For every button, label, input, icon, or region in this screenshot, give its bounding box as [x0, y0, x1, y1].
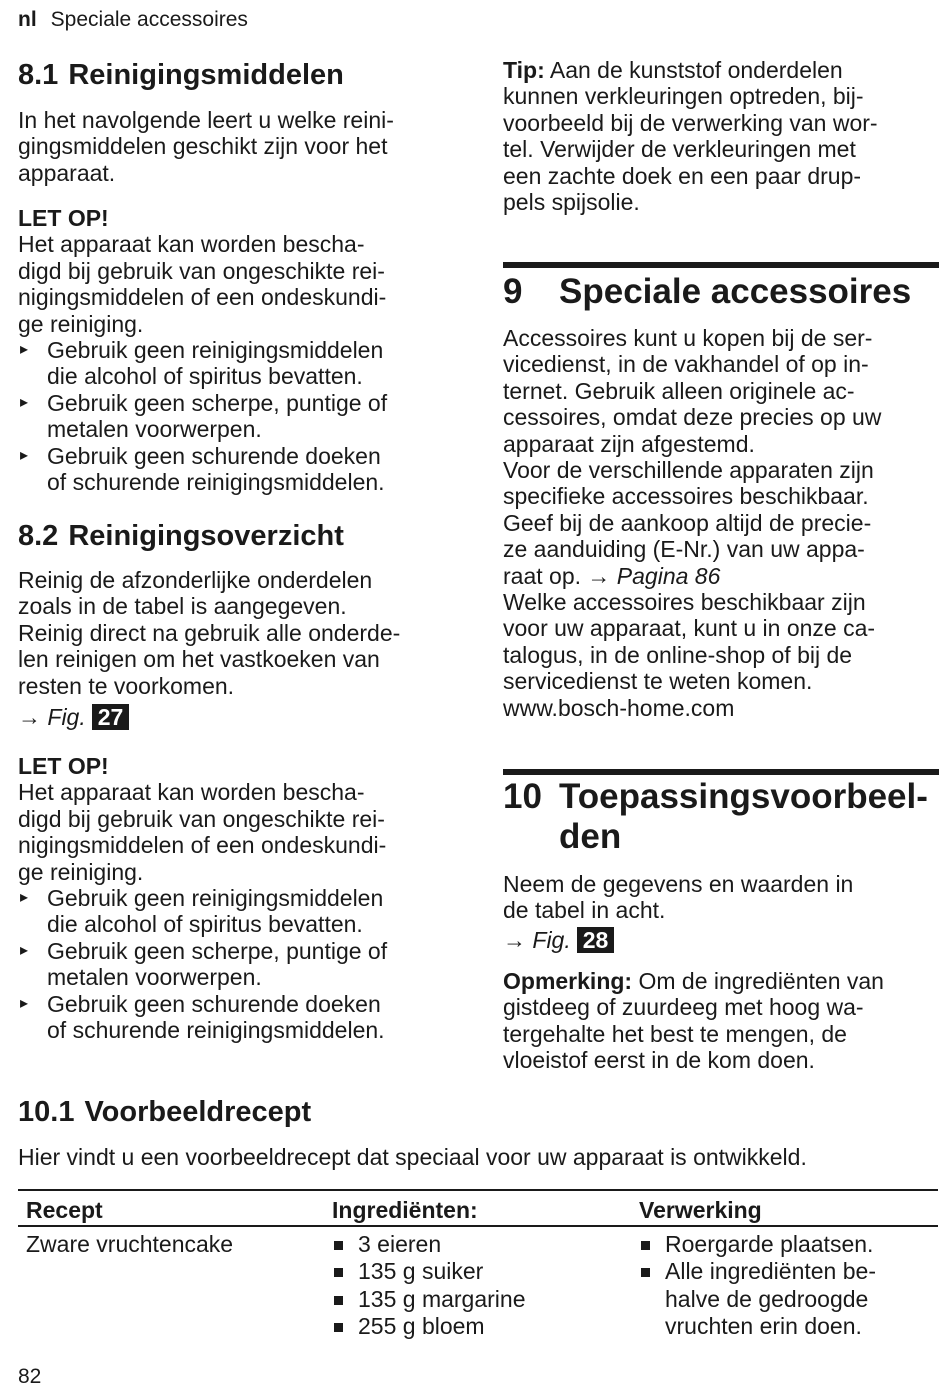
table-header-row [18, 1190, 938, 1226]
list-item: ▸ Gebruik geen scherpe, puntige of metalen voorwerpen. [18, 390, 463, 443]
section-title: Reinigingsmiddelen [68, 59, 344, 91]
warning-title: LET OP! [18, 753, 109, 779]
list-item: ▸ Gebruik geen reinigingsmiddelen die alcohol of spiritus bevatten. [18, 337, 463, 390]
table-row [18, 1226, 938, 1341]
tip-label: Tip: [503, 57, 545, 83]
section-8-2-intro: Reinig de afzonderlijke onderdelen zoals in de tabel is aangegeven. Reinig direct na gebruik alle onderde- len reinigen om het vastkoeken van resten te voorkomen. [18, 567, 401, 699]
warning-block-2 [18, 753, 463, 1043]
page-number: 82 [18, 1365, 42, 1388]
page-reference-link[interactable]: Pagina 86 [616, 562, 721, 589]
chapter-9-body: Accessoires kunt u kopen bij de ser- vicedienst, in de vakhandel of op in- ternet. Gebruik alleen originele ac- cessoires, omdat deze precies op uw apparaat zijn afgestemd. Voor de verschillende apparaten zijn specifieke accessoires beschikbaar. Geef bij de aankoop altijd de precie- ze aanduiding (E-Nr.) van uw appa- raat op. → Pagina 86 Welke accessoires beschikbaar zijn voor uw apparaat, kunt u in onze ca- talogus, in de online-shop of bij de servicedienst te weten komen. www.bosch-home.com [503, 325, 882, 721]
website-link[interactable]: www.bosch-home.com [503, 694, 735, 721]
section-10-1-intro: Hier vindt u een voorbeeldrecept dat speciaal voor uw apparaat is ontwikkeld. [18, 1144, 807, 1170]
figure-number-badge: 27 [92, 704, 130, 730]
note-label: Opmerking: [503, 968, 633, 994]
section-number: 8.1 [18, 59, 59, 91]
list-item: 3 eieren [332, 1231, 623, 1258]
section-number: 10.1 [18, 1096, 75, 1128]
chapter-10-intro: Neem de gegevens en waarden in de tabel in acht. [503, 871, 854, 924]
chapter-title: Toepassingsvoorbeel- [559, 777, 928, 816]
chapter-9-heading [503, 272, 911, 312]
warning-block-1 [18, 205, 463, 495]
list-item: ▸ Gebruik geen scherpe, puntige of metalen voorwerpen. [18, 938, 463, 991]
list-item: 135 g margarine [332, 1286, 623, 1313]
chapter-number: 10 [503, 777, 542, 816]
recipe-name: Zware vruchtencake [26, 1231, 234, 1257]
processing-cell [631, 1226, 938, 1341]
ingredients-list [332, 1231, 623, 1341]
language-code: nl [18, 8, 37, 31]
list-item: Alle ingrediënten be- halve de gedroogde vruchten erin doen. [639, 1258, 930, 1340]
section-number: 8.2 [18, 520, 59, 552]
figure-reference-28[interactable]: → Fig. 28 [503, 926, 614, 954]
warning-text: Het apparaat kan worden bescha- digd bij gebruik van ongeschikte rei- nigingsmiddelen of een ondeskundi- ge reiniging. [18, 779, 387, 885]
column-header-recipe: Recept [18, 1190, 324, 1226]
note-block: Opmerking: Om de ingrediënten van gistdeeg of zuurdeeg met hoog wa- tergehalte het best te mengen, de vloeistof eerst in de kom doen. [503, 968, 884, 1074]
list-item: ▸ Gebruik geen reinigingsmiddelen die alcohol of spiritus bevatten. [18, 885, 463, 938]
arrow-right-icon: → [18, 704, 41, 730]
tip-block: Tip: Aan de kunststof onderdelen kunnen verkleuringen optreden, bij- voorbeeld bij de verwerking van wor- tel. Verwijder de verkleuringen met een zachte doek en een paar drup- pels spijsolie. [503, 57, 878, 216]
warning-list [18, 885, 463, 1043]
ingredients-cell [324, 1226, 631, 1341]
section-8-1-intro: In het navolgende leert u welke reini- gingsmiddelen geschikt zijn voor het apparaat. [18, 107, 394, 186]
chapter-title-continued: den [559, 817, 622, 856]
list-item: 135 g suiker [332, 1258, 623, 1285]
figure-reference-27[interactable]: → Fig. 27 [18, 703, 129, 731]
chapter-number: 9 [503, 272, 523, 311]
list-item: Roergarde plaatsen. [639, 1231, 930, 1258]
section-title: Reinigingsoverzicht [68, 520, 344, 552]
section-8-2-heading [18, 519, 344, 553]
chapter-10-heading [503, 777, 928, 857]
chapter-divider [503, 769, 939, 775]
section-8-1-heading [18, 58, 344, 92]
recipe-table [18, 1189, 938, 1341]
warning-title: LET OP! [18, 205, 109, 231]
chapter-divider [503, 262, 939, 268]
processing-list [639, 1231, 930, 1341]
running-header [18, 6, 248, 34]
list-item: 255 g bloem [332, 1313, 623, 1340]
header-section-title: Speciale accessoires [50, 8, 248, 31]
warning-list [18, 337, 463, 495]
section-title: Voorbeeldrecept [84, 1096, 312, 1128]
column-header-ingredients: Ingrediënten: [324, 1190, 631, 1226]
arrow-right-icon: → [503, 927, 526, 953]
section-10-1-heading [18, 1095, 311, 1129]
list-item: ▸ Gebruik geen schurende doeken of schurende reinigingsmiddelen. [18, 991, 463, 1044]
warning-text: Het apparaat kan worden bescha- digd bij gebruik van ongeschikte rei- nigingsmiddelen of een ondeskundi- ge reiniging. [18, 231, 387, 337]
list-item: ▸ Gebruik geen schurende doeken of schurende reinigingsmiddelen. [18, 443, 463, 496]
figure-number-badge: 28 [577, 927, 615, 953]
column-header-processing: Verwerking [631, 1190, 938, 1226]
chapter-title: Speciale accessoires [559, 272, 912, 311]
